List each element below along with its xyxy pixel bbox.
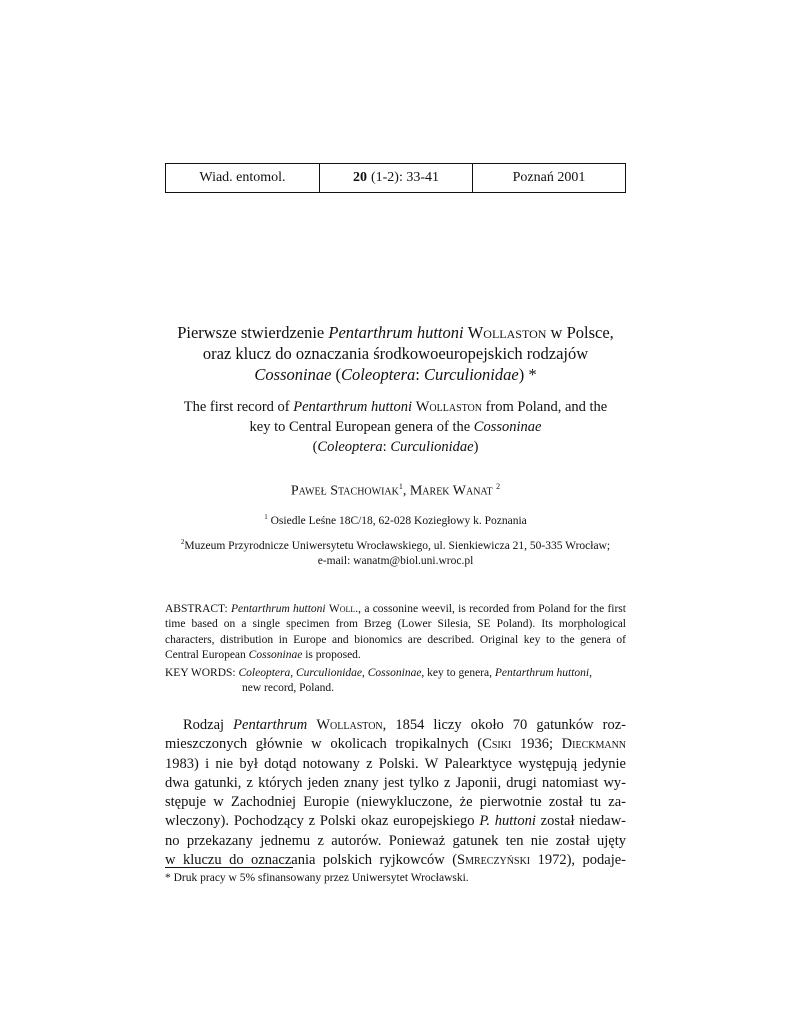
body-text: 1972), podaje-	[530, 852, 626, 869]
body-line: 1983) i nie był dotąd notowany z Polski. W Palearktyce występują jedynie	[165, 755, 626, 772]
body-line: stępuje w Zachodniej Europie (niewykluczone, że pierwotnie został tu za-	[165, 794, 626, 811]
body-text: został niedaw-	[535, 813, 626, 830]
abstract-text: , a cossonine weevil, is recorded from Poland for the first time based on a single specimen from Brzeg (Lower Silesia, SE Poland). Its morphological characters, distribution in Europe and bionomics are described. Original key to the genera of Central European	[165, 603, 626, 661]
journal-header-table	[165, 163, 626, 193]
body-citation: Dieckmann	[561, 736, 627, 753]
journal-name: Wiad. entomol.	[199, 170, 286, 185]
body-line	[165, 716, 626, 735]
keywords-label: KEY WORDS:	[165, 667, 239, 679]
keyword: , key to genera,	[421, 667, 495, 679]
body-genus: Pentarthrum	[233, 717, 308, 733]
keyword: Curculionidae	[295, 667, 362, 679]
footnote-text: Druk pracy w 5% sfinansowany przez Uniwersytet Wrocławski.	[170, 872, 469, 884]
author-name: Paweł Stachowiak	[290, 483, 399, 499]
volume-cell	[320, 164, 473, 192]
footnote-divider	[165, 867, 293, 868]
keyword: Cossoninae	[367, 667, 422, 679]
title-polish: Pierwsze stwierdzenie Pentarthrum huttoni Wollaston w Polsce, oraz klucz do oznaczania środkowoeuropejskich rodzajów Cossoninae (Coleoptera: Curculionidae) *	[177, 323, 614, 384]
abstract-taxon: Cossoninae	[248, 648, 303, 661]
body-text: mieszczonych głównie w okolicach tropikalnych (	[165, 736, 483, 753]
body-text: wleczony). Pochodzący z Polski okaz europejskiego	[165, 813, 480, 830]
body-line: dwa gatunki, z których jeden znany jest tylko z Japonii, drugi natomiast wy-	[165, 774, 626, 791]
title-en-taxon: Coleoptera	[317, 439, 383, 455]
keyword: Coleoptera	[238, 667, 291, 679]
abstract-label: ABSTRACT:	[165, 603, 231, 615]
volume-number: 20	[352, 170, 367, 185]
title-en-text: key to Central European genera of the	[249, 419, 474, 435]
title-en-species: Pentarthrum huttoni	[293, 399, 413, 415]
title-pl-author: Wollaston	[467, 323, 547, 342]
keyword: Pentarthrum huttoni	[494, 667, 590, 679]
author-affiliation-ref: 1	[398, 482, 403, 491]
body-paragraph	[165, 716, 626, 870]
affiliation-text: Muzeum Przyrodnicze Uniwersytetu Wrocławskiego, ul. Sienkiewicza 21, 50-335 Wrocław;	[184, 539, 611, 552]
author-affiliation-ref: 2	[496, 482, 501, 491]
title-en-taxon: Cossoninae	[473, 419, 542, 435]
body-text: 1936;	[511, 736, 562, 753]
title-pl-footnote-mark: *	[524, 365, 537, 384]
affiliation-email: e-mail: wanatm@biol.uni.wroc.pl	[317, 554, 474, 567]
keyword: new record, Poland.	[242, 682, 334, 694]
body-text: Rodzaj	[183, 717, 234, 733]
body-text: , 1854 liczy około 70 gatunków roz-	[382, 717, 626, 733]
place-year: Poznań 2001	[512, 170, 586, 185]
issue-pages: (1-2): 33-41	[370, 170, 440, 185]
title-english: The first record of Pentarthrum huttoni Wollaston from Poland, and the key to Central European genera of the Cossoninae (Coleoptera: Curculionidae)	[183, 399, 608, 455]
body-citation: Smreczyński	[457, 852, 531, 869]
abstract-species: Pentarthrum huttoni	[230, 603, 326, 615]
affiliation-2	[150, 535, 641, 569]
affiliation-1	[100, 513, 691, 527]
footnote	[165, 872, 469, 884]
title-en-taxon: Curculionidae	[390, 439, 474, 455]
affiliation-ref: 1	[264, 513, 268, 521]
title-pl-text: Pierwsze stwierdzenie	[177, 323, 329, 342]
title-pl-text: w Polsce,	[546, 323, 614, 342]
body-text: w kluczu do oznaczania polskich ryjkowców (	[165, 852, 458, 869]
author-name: Marek Wanat	[409, 483, 493, 499]
place-year-cell	[473, 164, 625, 192]
body-line	[165, 735, 626, 754]
author-list: Paweł Stachowiak$^1$, Marek Wanat $^2$	[290, 482, 501, 499]
title-pl-taxon: Coleoptera	[341, 365, 416, 384]
keyword-separator: ,	[589, 667, 592, 679]
title-en-text: The first record of	[183, 399, 294, 415]
journal-name-cell	[166, 164, 320, 192]
keywords: KEY WORDS: Coleoptera, Curculionidae, Cossoninae, key to genera, Pentarthrum huttoni, new record, Poland.	[165, 666, 626, 696]
title-pl-taxon: Curculionidae	[424, 365, 519, 384]
body-citation: Csiki	[482, 736, 512, 753]
affiliation-ref: 2	[180, 538, 185, 546]
title-pl-taxon: Cossoninae	[254, 365, 332, 384]
title-en-text: from Poland, and the	[482, 399, 608, 415]
title-pl-line2: oraz klucz do oznaczania środkowoeuropejskich rodzajów	[202, 344, 589, 363]
body-line: no przekazany jednemu z autorów. Ponieważ gatunek ten nie został ujęty	[165, 832, 626, 849]
abstract-author: Woll.	[328, 603, 359, 615]
body-line	[165, 812, 626, 831]
title-pl-species: Pentarthrum huttoni	[328, 323, 464, 342]
affiliation-text: Osiedle Leśne 18C/18, 62-028 Koziegłowy k. Poznania	[270, 514, 527, 527]
abstract-text: is proposed.	[302, 648, 361, 661]
abstract	[165, 602, 626, 663]
title-en-author: Wollaston	[415, 399, 482, 415]
body-species: P. huttoni	[479, 813, 536, 830]
body-author: Wollaston	[316, 717, 383, 733]
footnote-mark: *	[165, 872, 171, 884]
